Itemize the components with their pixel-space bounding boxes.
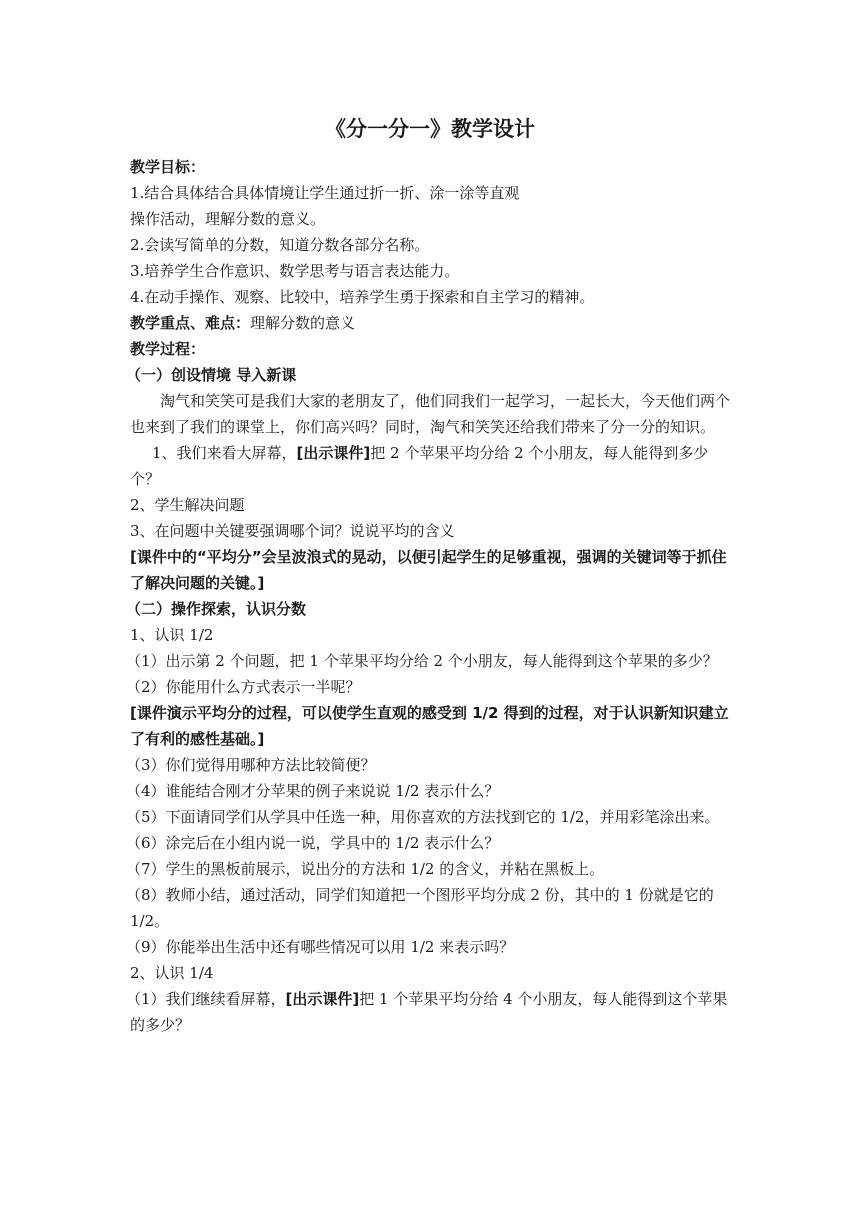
show-courseware-tag: [出示课件] [296,444,371,462]
section2-sub1: 1、认识 1/2 [130,626,214,644]
section1-item1-prefix: 1、我们来看大屏幕， [152,444,297,462]
section2-r1 [126,986,730,1038]
section1-heading: （一）创设情境 导入新课 [126,366,297,384]
section1-note: [课件中的“平均分”会呈波浪式的晃动，以便引起学生的足够重视，强调的关键词等于抓住了解决问题的关键。] [130,548,727,592]
section1-item1-rest: 把 2 个苹果平均分给 2 个小朋友，每人能得到多少个？ [130,444,709,488]
section1-item1 [130,440,730,492]
section2-heading: （二）操作探索，认识分数 [126,600,307,618]
section2-q1: （1）出示第 2 个问题，把 1 个苹果平均分给 2 个小朋友，每人能得到这个苹果的多少？ [126,652,718,670]
section2-r1-rest: 把 1 个苹果平均分给 4 个小朋友，每人能得到这个苹果的多少？ [130,990,728,1034]
section1-intro: 淘气和笑笑可是我们大家的老朋友了，他们同我们一起学习，一起长大，今天他们两个也来到了我们的课堂上，你们高兴吗？同时，淘气和笑笑还给我们带来了分一分的知识。 [130,392,731,436]
section2-q8: （8）教师小结，通过活动，同学们知道把一个图形平均分成 2 份，其中的 1 份就是它的 1/2。 [126,886,714,930]
show-courseware-tag-2: [出示课件] [285,990,360,1008]
section1-item2: 2、学生解决问题 [130,496,245,514]
section2-q4: （4）谁能结合刚才分苹果的例子来说说 1/2 表示什么？ [126,782,500,800]
section2-sub2: 2、认识 1/4 [130,964,214,982]
section1-item3: 3、在问题中关键要强调哪个词？说说平均的含义 [130,522,455,540]
goal-line-4: 3.培养学生合作意识、数学思考与语言表达能力。 [130,262,460,280]
goal-line-5: 4.在动手操作、观察、比较中，培养学生勇于探索和自主学习的精神。 [130,288,595,306]
section2-q2: （2）你能用什么方式表示一半呢？ [126,678,361,696]
key-heading: 教学重点、难点： [130,314,251,332]
section2-note: [课件演示平均分的过程，可以使学生直观的感受到 1/2 得到的过程，对于认识新知识建立了有利的感性基础。] [130,704,729,748]
section2-q6: （6）涂完后在小组内说一说，学具中的 1/2 表示什么？ [126,834,500,852]
document-title: 《分一分一》教学设计 [325,117,535,141]
key-text: 理解分数的意义 [250,314,356,332]
section2-r1-prefix: （1）我们继续看屏幕， [126,990,286,1008]
section2-q5: （5）下面请同学们从学具中任选一种，用你喜欢的方法找到它的 1/2，并用彩笔涂出来。 [126,808,720,826]
section2-q7: （7）学生的黑板前展示，说出分的方法和 1/2 的含义，并粘在黑板上。 [126,860,605,878]
goal-line-2: 操作活动，理解分数的意义。 [130,210,326,228]
section2-q3: （3）你们觉得用哪种方法比较简便？ [126,756,376,774]
process-heading: 教学过程： [130,340,206,358]
goals-heading: 教学目标： [130,158,206,176]
document-page [126,112,731,1038]
section2-q9: （9）你能举出生活中还有哪些情况可以用 1/2 来表示吗？ [126,938,515,956]
goal-line-3: 2.会读写简单的分数，知道分数各部分名称。 [130,236,430,254]
key-points [130,310,730,336]
goal-line-1: 1.结合具体结合具体情境让学生通过折一折、涂一涂等直观 [130,184,520,202]
